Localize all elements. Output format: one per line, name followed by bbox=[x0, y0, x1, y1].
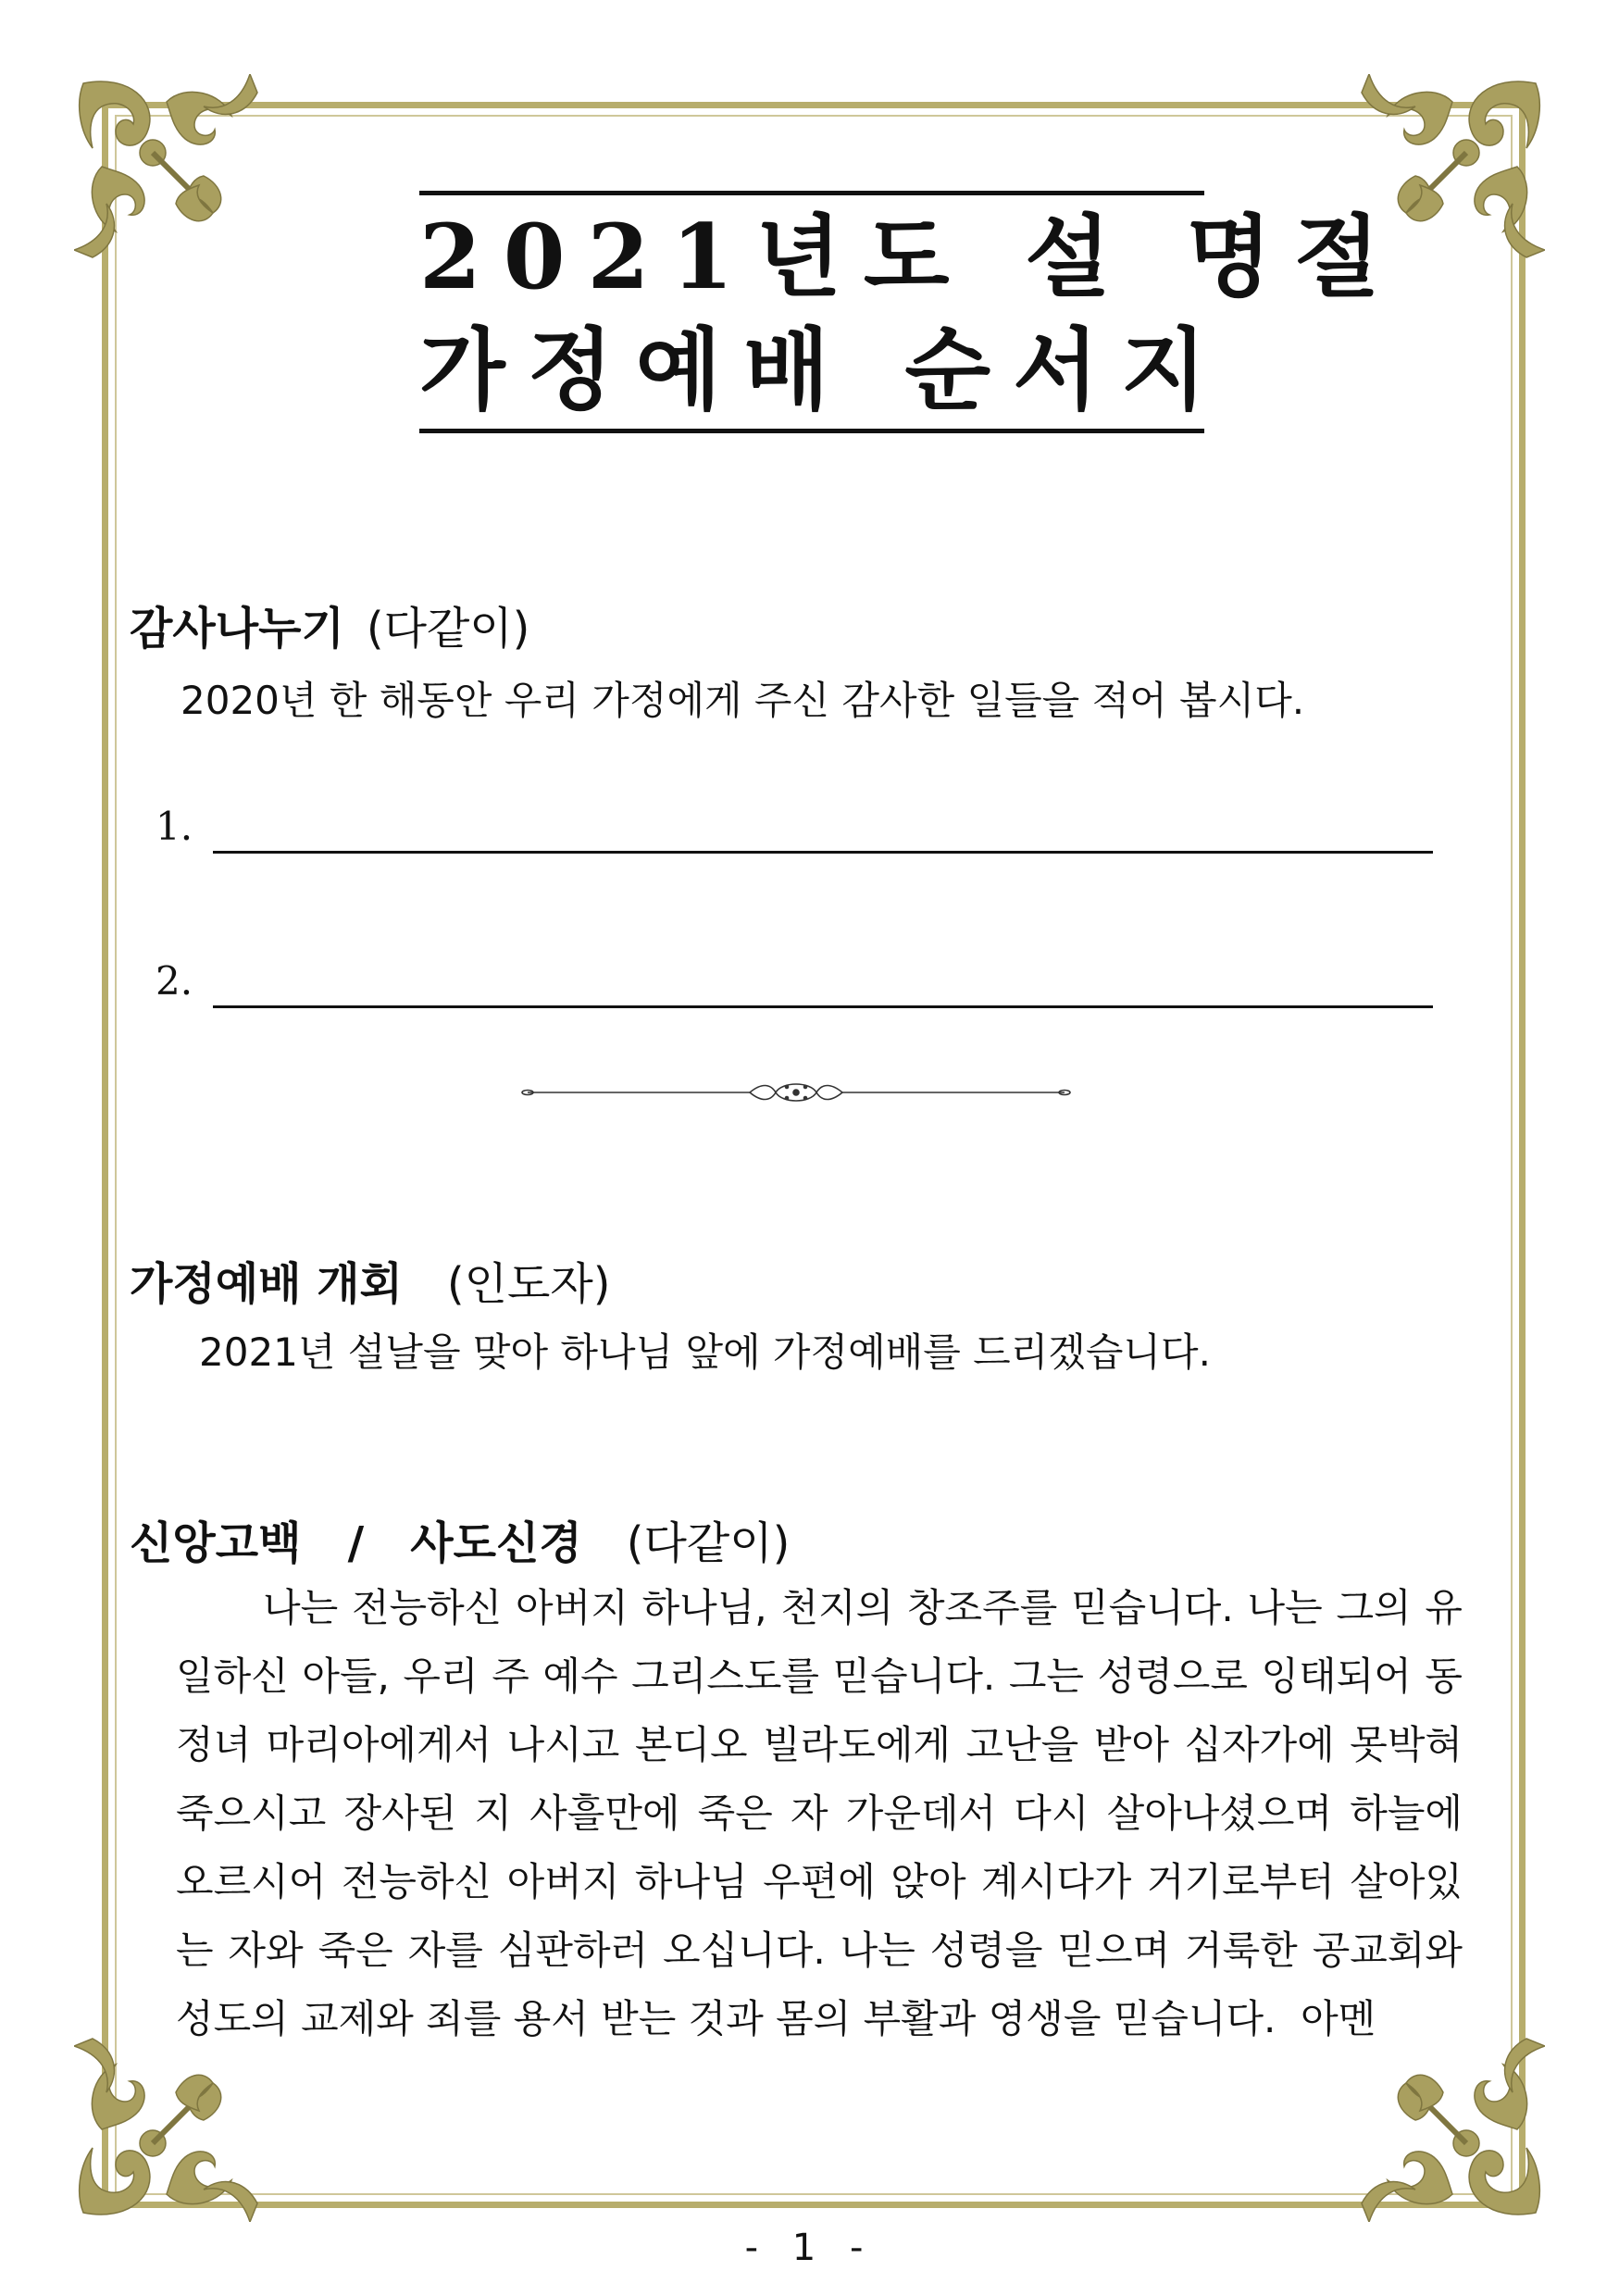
creed-line: 일하신 아들, 우리 주 예수 그리스도를 믿습니다. 그는 성령으로 잉태되어 동 bbox=[176, 1653, 1463, 1699]
thanks-line-number: 1. bbox=[156, 804, 193, 849]
section-heading-opening bbox=[130, 1248, 610, 1312]
thanks-line-number: 2. bbox=[156, 958, 193, 1004]
section-heading-thanks-label: 감사나누기 bbox=[130, 603, 344, 655]
section-participants: (다같이) bbox=[366, 603, 530, 655]
section-heading-thanks bbox=[130, 593, 529, 656]
apostles-creed-text bbox=[176, 1574, 1463, 2053]
creed-line: 는 자와 죽은 자를 심판하러 오십니다. 나는 성령을 믿으며 거룩한 공교회와 bbox=[176, 1928, 1463, 1973]
corner-ornament-bottom-right bbox=[1360, 2037, 1545, 2222]
ornamental-divider bbox=[518, 1074, 1074, 1111]
creed-line: 나는 전능하신 아버지 하나님, 천지의 창조주를 믿습니다. 나는 그의 유 bbox=[263, 1585, 1463, 1630]
creed-line: 죽으시고 장사된 지 사흘만에 죽은 자 가운데서 다시 살아나셨으며 하늘에 bbox=[176, 1791, 1463, 1836]
section-heading-opening-label: 가정예배 개회 bbox=[130, 1258, 403, 1310]
section-participants: (다같이) bbox=[626, 1517, 791, 1569]
section-opening-text: 2021년 설날을 맞아 하나님 앞에 가정예배를 드리겠습니다. bbox=[199, 1329, 1211, 1375]
title-line-1: 2021년도 설 명절 bbox=[419, 205, 1402, 309]
write-in-line[interactable] bbox=[213, 1005, 1433, 1008]
corner-ornament-bottom-left bbox=[74, 2037, 259, 2222]
section-heading-creed-label: 신앙고백 / 사도신경 bbox=[130, 1517, 582, 1569]
creed-line: 성도의 교제와 죄를 용서 받는 것과 몸의 부활과 영생을 믿습니다. 아멘 bbox=[176, 1996, 1376, 2041]
creed-line: 오르시어 전능하신 아버지 하나님 우편에 앉아 계시다가 거기로부터 살아있 bbox=[176, 1859, 1463, 1904]
section-participants: (인도자) bbox=[446, 1258, 611, 1310]
write-in-line[interactable] bbox=[213, 851, 1433, 854]
title-line-2: 가정예배 순서지 bbox=[419, 318, 1229, 422]
section-thanks-text: 2020년 한 해동안 우리 가정에게 주신 감사한 일들을 적어 봅시다. bbox=[181, 678, 1305, 723]
thanks-line-1[interactable] bbox=[156, 804, 1433, 859]
title-block bbox=[419, 191, 1402, 433]
corner-ornament-top-left bbox=[74, 74, 259, 259]
section-heading-creed bbox=[130, 1507, 790, 1571]
thanks-line-2[interactable] bbox=[156, 958, 1433, 1014]
creed-line: 정녀 마리아에게서 나시고 본디오 빌라도에게 고난을 받아 십자가에 못박혀 bbox=[176, 1722, 1463, 1767]
page-number: - 1 - bbox=[744, 2227, 875, 2269]
